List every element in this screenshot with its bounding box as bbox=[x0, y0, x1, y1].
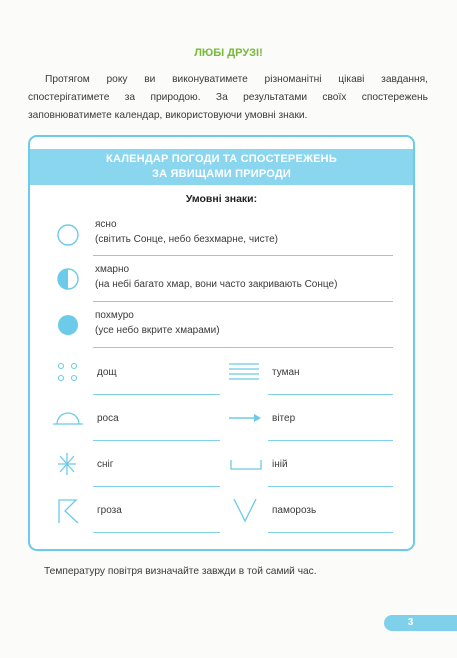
entry-line bbox=[268, 532, 393, 533]
legend-item-clear bbox=[95, 217, 278, 247]
fog-lines-icon bbox=[228, 361, 260, 381]
card-title-line1: КАЛЕНДАР ПОГОДИ ТА СПОСТЕРЕЖЕНЬ bbox=[106, 153, 337, 165]
page-heading: ЛЮБІ ДРУЗІ! bbox=[194, 47, 263, 59]
snow-icon bbox=[56, 452, 78, 476]
filled-circle-icon bbox=[56, 313, 80, 337]
dew-icon bbox=[52, 409, 84, 427]
legend-label: ясно bbox=[95, 219, 117, 230]
entry-line bbox=[268, 394, 393, 395]
legend-desc: (усе небо вкрите хмарами) bbox=[95, 325, 220, 336]
entry-line bbox=[93, 347, 393, 348]
legend-label: хмарно bbox=[95, 264, 130, 275]
entry-line bbox=[93, 486, 220, 487]
clear-circle-icon bbox=[56, 223, 80, 247]
legend-item-thunderstorm: гроза bbox=[97, 505, 122, 516]
entry-line bbox=[93, 394, 220, 395]
rain-dots-icon bbox=[56, 360, 80, 384]
legend-item-snow: сніг bbox=[97, 459, 114, 470]
weather-calendar-card bbox=[28, 135, 415, 551]
legend-item-fog: туман bbox=[272, 367, 300, 378]
legend-item-overcast bbox=[95, 308, 220, 338]
legend-item-hoarfrost: іній bbox=[272, 459, 288, 470]
half-circle-icon bbox=[56, 267, 80, 291]
thunderstorm-icon bbox=[56, 498, 80, 524]
entry-line bbox=[268, 440, 393, 441]
legend-item-rain: дощ bbox=[97, 367, 117, 378]
frost-icon bbox=[232, 497, 258, 523]
temperature-note: Температуру повітря визначайте завжди в той самий час. bbox=[44, 566, 317, 577]
card-banner bbox=[30, 149, 413, 185]
legend-item-frost: паморозь bbox=[272, 505, 317, 516]
legend-item-cloudy bbox=[95, 262, 337, 292]
legend-title: Умовні знаки: bbox=[185, 193, 258, 205]
legend-desc: (світить Сонце, небо безхмарне, чисте) bbox=[95, 234, 279, 245]
legend-item-dew: роса bbox=[97, 413, 119, 424]
legend-item-wind: вітер bbox=[272, 413, 296, 424]
intro-paragraph: Протягом року ви виконуватимете різноманітні цікаві завдання, спостерігатимете за природою. За результатами своїх спостережень заповнюватимете календар, використовуючи умовні знаки. bbox=[28, 74, 428, 121]
entry-line bbox=[268, 486, 393, 487]
card-title-line2: ЗА ЯВИЩАМИ ПРИРОДИ bbox=[151, 168, 292, 180]
legend-label: похмуро bbox=[95, 310, 134, 321]
wind-arrow-icon bbox=[228, 411, 262, 425]
page-number: 3 bbox=[384, 615, 457, 631]
entry-line bbox=[93, 440, 220, 441]
hoarfrost-icon bbox=[230, 457, 262, 471]
legend-desc: (на небі багато хмар, вони часто закривають Сонце) bbox=[95, 279, 338, 290]
entry-line bbox=[93, 255, 393, 256]
entry-line bbox=[93, 301, 393, 302]
entry-line bbox=[93, 532, 220, 533]
